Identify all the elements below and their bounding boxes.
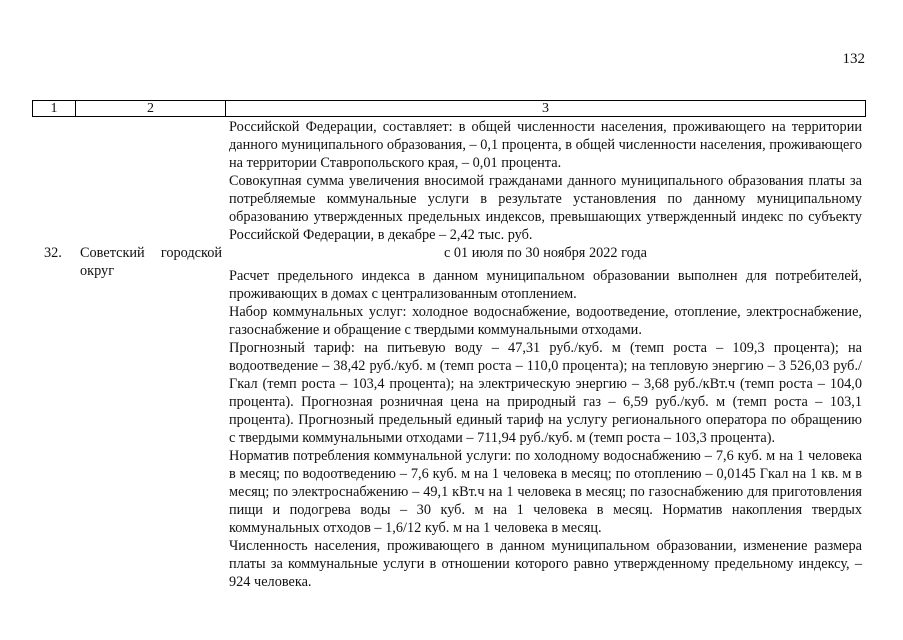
table-header-row [32, 100, 866, 117]
paragraph: Норматив потребления коммунальной услуги: по холодному водоснабжению – 7,6 куб. м на 1 человека в месяц; по водоотведению – 7,6 куб. м на 1 человека в месяц; по отоплению – 0,0145 Гкал на 1 кв. м в месяц; по электроснабжению – 49,1 кВт.ч на 1 человека в месяц; по газоснабжению для приготовления пищи и подогрева воды – 30 куб. м на 1 человека в месяц. Норматив накопления твердых коммунальных отходов – 1,6/12 куб. м на 1 человека в месяц. [229, 448, 862, 536]
row-number: 32. [44, 245, 62, 261]
header-col-3: 3 [542, 101, 549, 116]
paragraph: Расчет предельного индекса в данном муниципальном образовании выполнен для потребителей, проживающих в домах с централизованным отоплением. [229, 268, 862, 302]
period-heading: с 01 июля по 30 ноября 2022 года [443, 245, 647, 261]
page-number: 132 [842, 51, 865, 67]
header-col-1: 1 [33, 101, 76, 116]
header-col-2: 2 [76, 101, 226, 116]
paragraph: Численность населения, проживающего в данном муниципальном образовании, изменение размера платы за коммунальные услуги в отношении которого равно утвержденному предельному индексу, – 924 человека. [229, 538, 862, 590]
row-32-cell-text [229, 267, 862, 591]
paragraph: Прогнозный тариф: на питьевую воду – 47,31 руб./куб. м (темп роста – 109,3 процента); на водоотведение – 38,42 руб./куб. м (темп роста – 110,0 процента); на тепловую энергию – 3 526,03 руб./Гкал (темп роста – 103,4 процента); на электрическую энергию – 3,68 руб./кВт.ч (темп роста – 104,0 процента). Прогнозная розничная цена на природный газ – 6,59 руб./куб. м (темп роста – 103,1 процента). Прогнозный предельный единый тариф на услугу регионального оператора по обращению с твердыми коммунальными отходами – 711,94 руб./куб. м (темп роста – 103,3 процента). [229, 340, 862, 446]
paragraph: Совокупная сумма увеличения вносимой гражданами данного муниципального образования платы за потребляемые коммунальные услуги в результате установления по данному муниципальному образованию утвержденных предельных индексов, превышающих утвержденный индекс по субъекту Российской Федерации, в декабре – 2,42 тыс. руб. [229, 173, 862, 243]
municipality-name: Советский городской округ [80, 245, 222, 279]
paragraph: Набор коммунальных услуг: холодное водоснабжение, водоотведение, отопление, электроснабжение, газоснабжение и обращение с твердыми коммунальными отходами. [229, 304, 862, 338]
paragraph: Российской Федерации, составляет: в общей численности населения, проживающего на территории данного муниципального образования, – 0,1 процента, в общей численности населения, проживающего на территории Ставропольского края, – 0,01 процента. [229, 119, 862, 171]
continued-cell-text [229, 118, 862, 244]
